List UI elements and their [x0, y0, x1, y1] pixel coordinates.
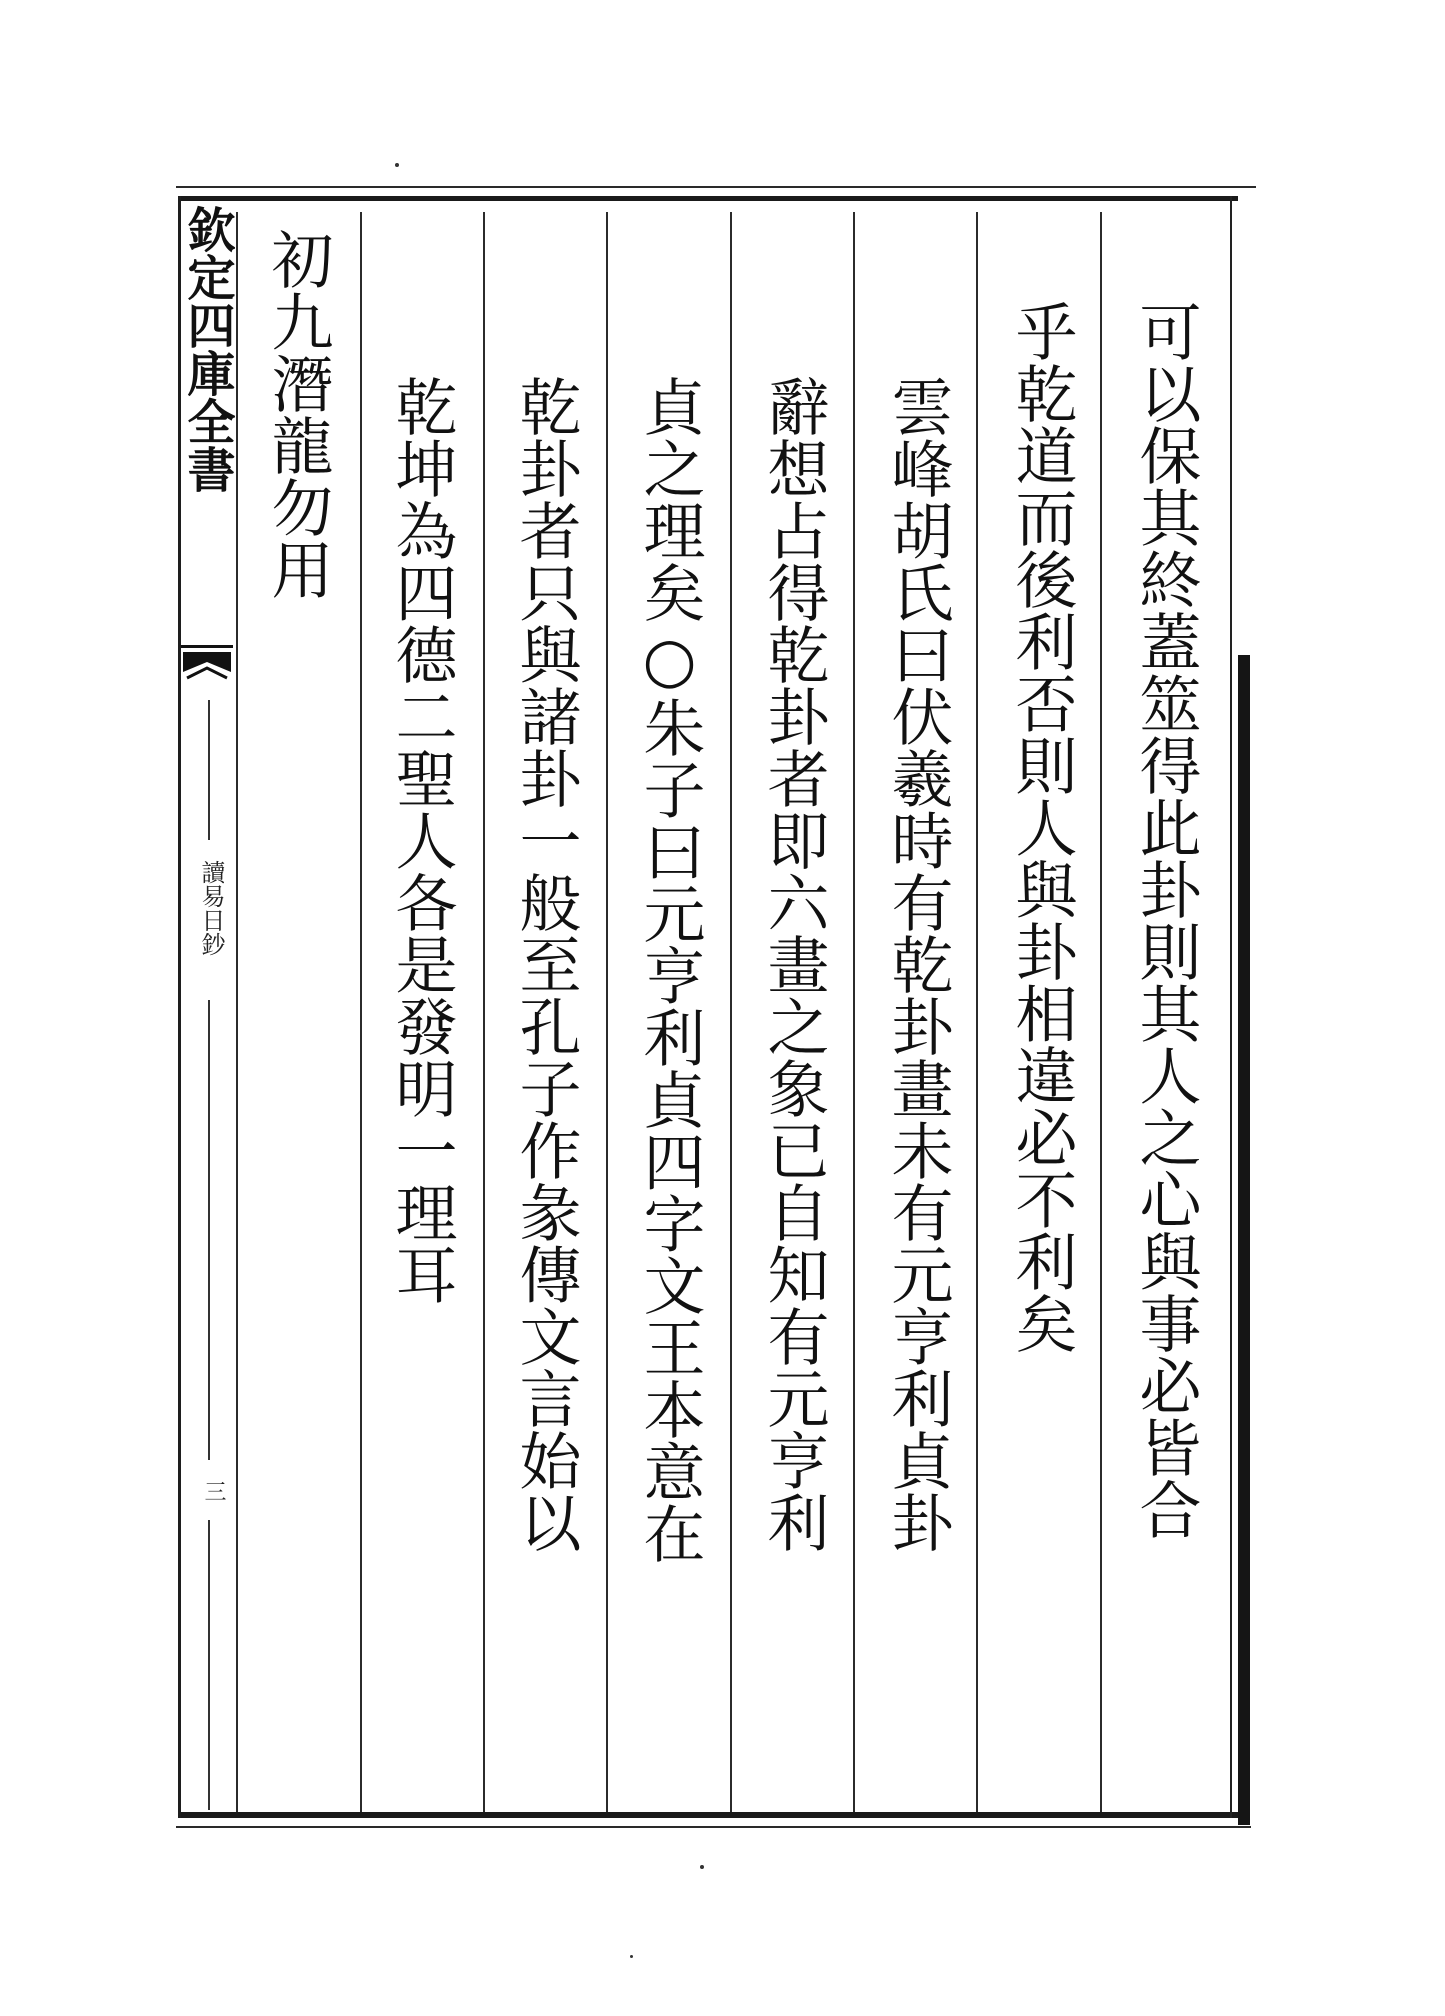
- ink-speck: [700, 1865, 704, 1869]
- ink-speck: [395, 163, 399, 167]
- frame-right-thick-rule: [1238, 655, 1250, 1825]
- text-column-1: 可以保其終蓋筮得此卦則其人之心與事必皆合: [1129, 300, 1202, 1540]
- column-divider: [360, 212, 362, 1812]
- book-subtitle: 讀易日鈔: [197, 860, 225, 956]
- ink-speck: [630, 1955, 633, 1958]
- banner-line-bottom: [208, 1520, 210, 1810]
- frame-bottom-rule: [178, 1812, 1248, 1818]
- banner-separator: [181, 645, 233, 648]
- column-divider: [1100, 212, 1102, 1812]
- column-divider: [236, 212, 238, 1812]
- frame-top-thin-rule: [176, 186, 1256, 188]
- frame-bottom-thin-rule: [176, 1826, 1251, 1828]
- column-divider: [483, 212, 485, 1812]
- banner-line-lower: [208, 1000, 210, 1460]
- frame-top-rule: [178, 196, 1238, 201]
- text-column-6: 乾卦者只與諸卦一般至孔子作彖傳文言始以: [509, 375, 582, 1553]
- text-column-3: 雲峰胡氏曰伏羲時有乾卦畫未有元亨利貞卦: [881, 375, 954, 1553]
- text-column-8: 初九潛龍勿用: [261, 228, 334, 600]
- frame-right-thin-rule: [1230, 196, 1232, 1818]
- banner-line-upper: [208, 700, 210, 840]
- text-column-2: 乎乾道而後利否則人與卦相違必不利矣: [1005, 300, 1078, 1354]
- book-title: 欽定四庫全書: [179, 205, 235, 493]
- text-column-7: 乾坤為四德二聖人各是發明一理耳: [385, 375, 458, 1305]
- page-number: 三: [201, 1480, 226, 1502]
- column-divider: [606, 212, 608, 1812]
- column-divider: [976, 212, 978, 1812]
- text-column-5: 貞之理矣○朱子曰元亨利貞四字文王本意在: [633, 375, 706, 1564]
- column-divider: [853, 212, 855, 1812]
- column-divider: [730, 212, 732, 1812]
- fish-tail-icon: [183, 652, 231, 684]
- text-column-4: 辭想占得乾卦者即六畫之象已自知有元亨利: [757, 375, 830, 1553]
